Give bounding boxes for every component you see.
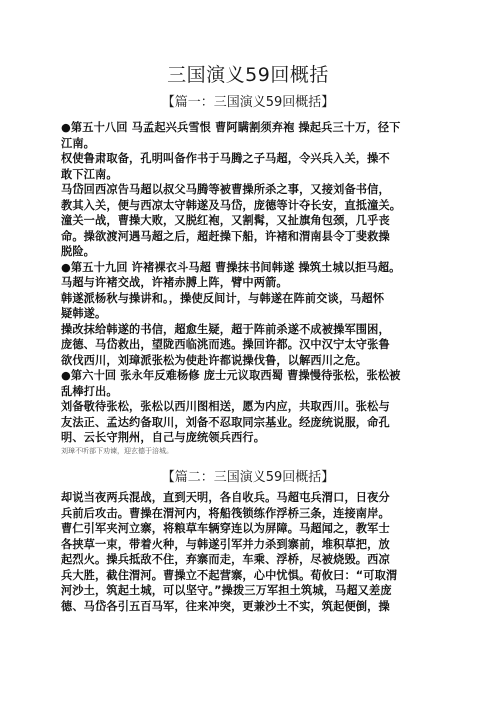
section-1-body (61, 120, 441, 456)
text-line: 马超与许褚交战，许褚赤膊上阵，臂中两箭。 (61, 276, 288, 289)
section-2-body (61, 490, 441, 614)
text-line: 明、云长守荆州，自己与庞统领兵西行。 (61, 431, 266, 444)
text-line: 疑韩遂。 (61, 307, 107, 320)
text-line: 乱棒打出。 (61, 384, 118, 398)
document-title: 三国演义59回概括 (167, 64, 329, 86)
text-line: 操改抹给韩遂的书信，超愈生疑，超于阵前杀遂不成被操军围困， (61, 322, 390, 336)
text-line: 河沙土，筑起土城，可以坚守。”操拨三万军担土筑城，马超又差庞 (61, 584, 392, 597)
text-line: 马岱回西凉告马超以叔父马腾等被曹操所杀之事，又接刘备书信， (61, 183, 390, 196)
text-line: 权使鲁肃取备，孔明叫备作书于马腾之子马超，令兴兵入关，操不 (61, 152, 390, 165)
text-line: ●第六十回 张永年反难杨修 庞士元议取西蜀 曹操慢待张松，张松被 (61, 369, 401, 382)
text-line: 起烈火。操兵抵敌不住，弃寨而走，车乘、浮桥，尽被烧毁。西凉 (61, 553, 390, 566)
text-line: 潼关一战，曹操大败，又脱红袍，又割髯，又扯旗角包颈，几乎丧 (61, 214, 390, 227)
text-line: 韩遂派杨秋与操讲和。，操使反间计，与韩遂在阵前交谈，马超怀 (61, 291, 385, 305)
text-line: 命。操欲渡河遇马超之后，超赶操下船，许褚和渭南县令丁斐救操 (61, 229, 390, 243)
text-line: 友法正、孟达约备取川，刘备不忍取同宗基业。经庞统说服，命孔 (61, 415, 390, 429)
text-line: 脱险。 (61, 245, 96, 258)
section-2-heading: 【篇二：三国演义59回概括】 (161, 470, 335, 485)
text-line: 却说当夜两兵混战，直到天明，各自收兵。马超屯兵渭口，日夜分 (61, 491, 390, 504)
text-line: 兵前后攻击。曹操在渭河内，将船筏锁练作浮桥三条，连接南岸。 (61, 506, 390, 520)
section-1-heading: 【篇一：三国演义59回概括】 (161, 95, 335, 110)
text-line: 敢下江南。 (61, 167, 118, 181)
text-line: 庞德、马岱救出，望陇西临洮而逃。操回许都。汉中汉宁太守张鲁 (61, 338, 390, 351)
text-line: 曹仁引军夹河立寨，将粮草车辆穿连以为屏障。马超闻之，教军士 (61, 522, 390, 535)
text-line: 刘备敬待张松，张松以西川图相送，愿为内应，共取西川。张松与 (61, 400, 390, 413)
text-line: 德、马岱各引五百马军，往来冲突，更兼沙土不实，筑起便倒，操 (61, 599, 390, 613)
text-line: 欲伐西川，刘璋派张松为使赴许都说操伐鲁，以解西川之危。 (61, 353, 368, 367)
text-line: 教其入关，便与西凉太守韩遂及马岱，庞德等计夺长安，直抵潼关。 (61, 198, 402, 212)
text-line: 各挟草一束，带着火种，与韩遂引军并力杀到寨前，堆积草把，放 (61, 537, 390, 551)
text-line: ●第五十八回 马孟起兴兵雪恨 曹阿瞒割须弃袍 操起兵三十万，径下 (61, 121, 401, 134)
text-line: 兵大胜，截住渭河。曹操立不起营寨，心中忧惧。荀攸曰：“可取渭 (61, 568, 398, 582)
small-note: 刘璋不听部下劝谏，迎玄德于涪城。 (61, 446, 173, 455)
text-line: ●第五十九回 许褚裸衣斗马超 曹操抹书间韩遂 操筑土城以拒马超。 (61, 260, 401, 274)
text-line: 江南。 (61, 136, 96, 150)
